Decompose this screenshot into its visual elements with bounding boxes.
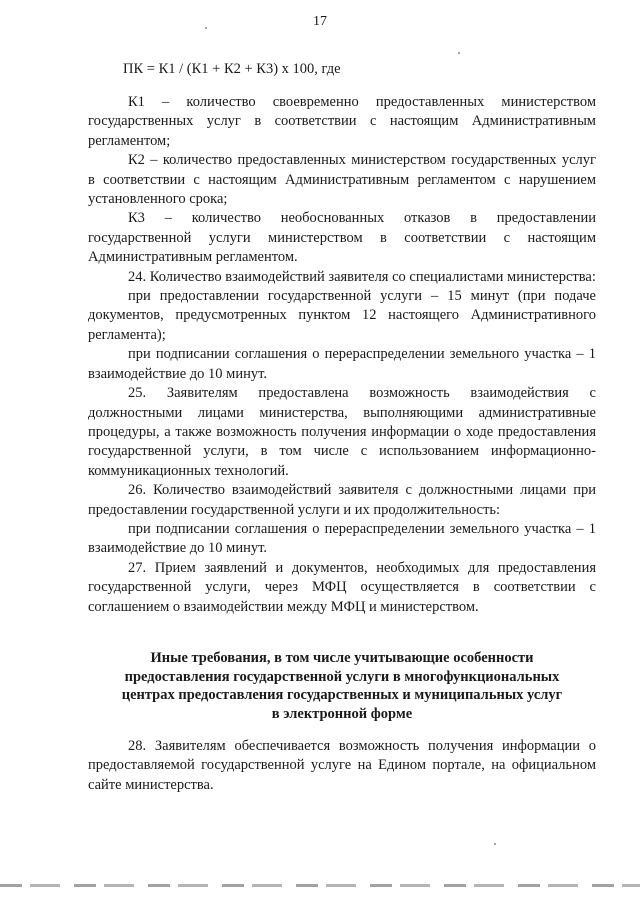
scan-speck xyxy=(458,52,460,54)
final-text xyxy=(88,737,596,795)
paragraph-k3: К3 – количество необоснованных отказов в предоставлении государственной услуги министерством в соответствии с настоящим Административным регламентом. xyxy=(88,210,596,266)
section-heading-line: центрах предоставления государственных и муниципальных услуг xyxy=(121,687,563,703)
paragraph-28: 28. Заявителям обеспечивается возможность получения информации о предоставляемой государственной услуге на Едином портале, на официальном сайте министерства. xyxy=(88,738,596,793)
scan-edge-artifact xyxy=(0,884,640,887)
scan-speck xyxy=(494,843,496,845)
paragraph-24: 24. Количество взаимодействий заявителя со специалистами министерства: xyxy=(128,268,596,285)
section-heading-line: Иные требования, в том числе учитывающие особенности xyxy=(150,650,534,666)
formula: ПК = К1 / (К1 + К2 + К3) х 100, где xyxy=(123,61,341,77)
paragraph-27: 27. Прием заявлений и документов, необходимых для предоставления государственной услуги, через МФЦ осуществляется в соответствии с соглашением о взаимодействии между МФЦ и министерством. xyxy=(88,559,596,615)
paragraph-24-item-2: при подписании соглашения о перераспределении земельного участка – 1 взаимодействие до 10 минут. xyxy=(88,346,596,382)
section-heading-line: в электронной форме xyxy=(271,705,413,722)
scan-speck xyxy=(205,27,207,29)
paragraph-k1: К1 – количество своевременно предоставленных министерством государственных услуг в соответствии с настоящим Административным регламентом; xyxy=(88,94,596,149)
paragraph-25: 25. Заявителям предоставлена возможность взаимодействия с должностными лицами министерства, выполняющими административные процедуры, а также возможность получения информации о ходе предоставления государственной услуги, в том числе с использованием информационно-коммуникационных технологий. xyxy=(88,385,596,479)
body-text xyxy=(88,93,596,617)
paragraph-24-item-1: при предоставлении государственной услуги – 15 минут (при подаче документов, предусмотренных пунктом 12 настоящего Административного регламента); xyxy=(88,288,596,343)
paragraph-26: 26. Количество взаимодействий заявителя с должностными лицами при предоставлении государственной услуги и их продолжительность: xyxy=(88,482,596,518)
paragraph-26-item-1: при подписании соглашения о перераспределении земельного участка – 1 взаимодействие до 10 минут. xyxy=(88,520,596,557)
page-number: 17 xyxy=(313,14,327,29)
section-heading xyxy=(88,649,596,723)
paragraph-k2: К2 – количество предоставленных министерством государственных услуг в соответствии с настоящим Административным регламентом с нарушением установленного срока; xyxy=(88,152,596,208)
section-heading-line: предоставления государственной услуги в многофункциональных xyxy=(124,668,560,685)
